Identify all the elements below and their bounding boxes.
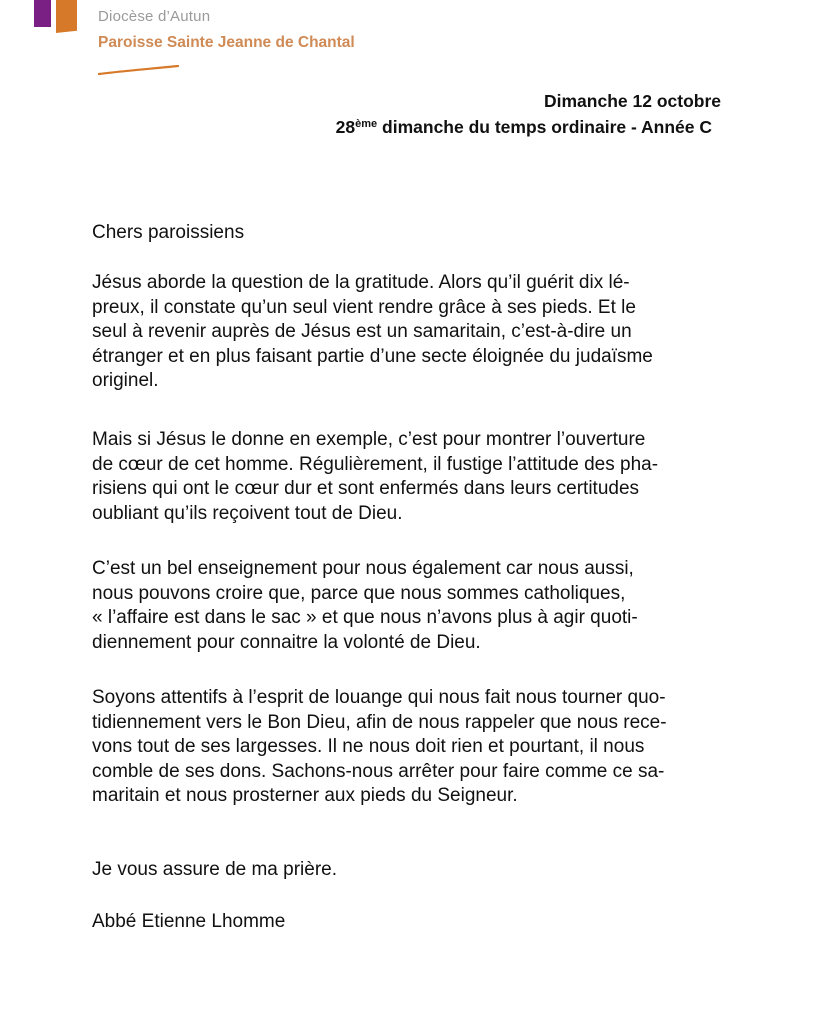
text-line: diennement pour connaitre la volonté de Dieu. (92, 631, 481, 653)
text-line: Jésus aborde la question de la gratitude. Alors qu’il guérit dix lé- (92, 272, 630, 293)
paragraph-openness (92, 428, 752, 526)
signature: Abbé Etienne Lhomme (92, 911, 286, 932)
parish-name: Paroisse Sainte Jeanne de Chantal (98, 34, 355, 51)
diocese-logo-icon (34, 0, 80, 34)
text-line: tidiennement vers le Bon Dieu, afin de nous rappeler que nous rece- (92, 711, 667, 733)
text-line: vons tout de ses largesses. Il ne nous doit rien et pourtant, il nous (92, 736, 645, 757)
text-line: oubliant qu’ils reçoivent tout de Dieu. (92, 502, 403, 524)
text-line: Soyons attentifs à l’esprit de louange qui nous fait nous tourner quo- (92, 687, 666, 708)
text-line: seul à revenir auprès de Jésus est un samaritain, c’est-à-dire un (92, 321, 632, 342)
text-line: Mais si Jésus le donne en exemple, c’est pour montrer l’ouverture (92, 429, 646, 450)
paragraph-teaching (92, 557, 752, 655)
logo-orange-bar (56, 0, 77, 33)
ordinal-suffix: ème (355, 118, 378, 130)
logo-purple-bar (34, 0, 51, 27)
paragraph-praise (92, 686, 752, 809)
sunday-description: dimanche du temps ordinaire - Année C (377, 117, 712, 137)
salutation: Chers paroissiens (92, 222, 245, 243)
text-line: preux, il constate qu’un seul vient rendre grâce à ses pieds. Et le (92, 296, 636, 318)
paragraph-gratitude (92, 271, 752, 394)
closing-line: Je vous assure de ma prière. (92, 859, 338, 880)
text-line: « l’affaire est dans le sac » et que nous n’avons plus à agir quoti- (92, 607, 638, 628)
liturgical-sunday-heading (336, 117, 712, 138)
text-line: maritain et nous prosterner aux pieds du Seigneur. (92, 785, 518, 806)
text-line: originel. (92, 370, 159, 391)
text-line: risiens qui ont le cœur dur et sont enfermés dans leurs certitudes (92, 478, 640, 499)
text-line: de cœur de cet homme. Régulièrement, il fustige l’attitude des pha- (92, 453, 659, 475)
diocese-name: Diocèse d’Autun (98, 8, 211, 25)
ordinal-number: 28 (335, 117, 356, 137)
text-line: étranger et en plus faisant partie d’une secte éloignée du judaïsme (92, 345, 653, 367)
text-line: C’est un bel enseignement pour nous également car nous aussi, (92, 558, 634, 579)
date-heading: Dimanche 12 octobre (544, 91, 721, 111)
text-line: comble de ses dons. Sachons-nous arrêter pour faire comme ce sa- (92, 760, 665, 782)
text-line: nous pouvons croire que, parce que nous sommes catholiques, (92, 582, 626, 604)
accent-stroke-icon (98, 64, 180, 76)
